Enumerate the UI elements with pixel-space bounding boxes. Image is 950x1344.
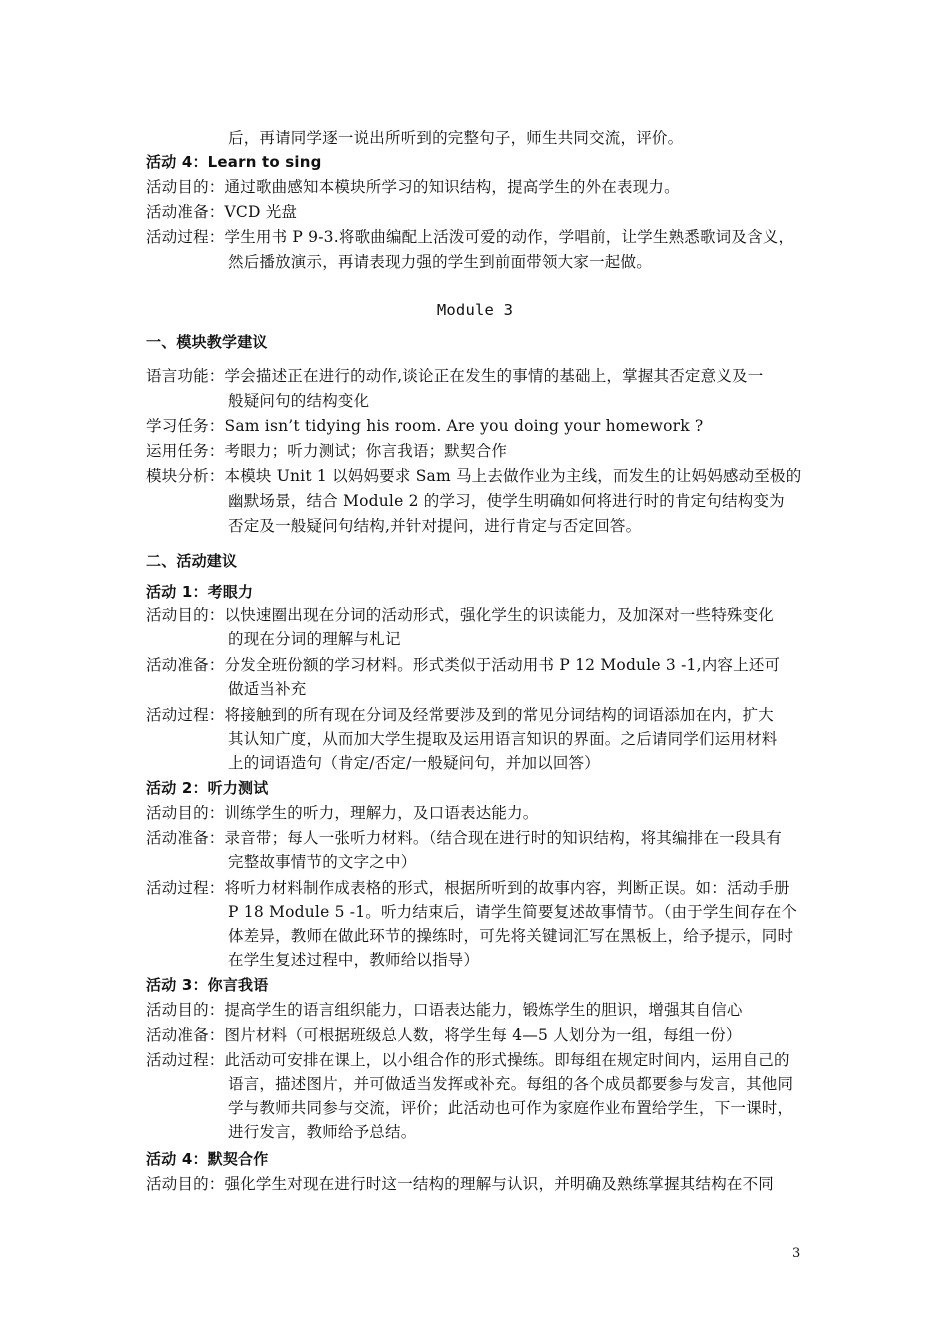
activity-prep-cont: 做适当补充 [228, 680, 307, 698]
activity-process-cont: P 18 Module 5 -1。听力结束后，请学生简要复述故事情节。（由于学生间存在个 [228, 903, 798, 921]
activity-title: 活动 4：默契合作 [146, 1150, 269, 1168]
activity-purpose: 活动目的：训练学生的听力，理解力，及口语表达能力。 [146, 804, 539, 822]
activity-process-cont: 语言，描述图片，并可做适当发挥或补充。每组的各个成员都要参与发言，其他同 [228, 1075, 794, 1093]
use-task: 运用任务：考眼力；听力测试；你言我语；默契合作 [146, 442, 508, 460]
activity-prep-cont: 完整故事情节的文字之中） [228, 853, 417, 871]
module-analysis-cont: 否定及一般疑问句结构,并针对提问，进行肯定与否定回答。 [228, 517, 642, 535]
activity-title: 活动 2：听力测试 [146, 779, 269, 797]
activity-process: 活动过程：此活动可安排在课上，以小组合作的形式操练。即每组在规定时间内，运用自己的 [146, 1051, 790, 1069]
activity-title: 活动 3：你言我语 [146, 976, 269, 994]
section-heading: 二、活动建议 [146, 552, 238, 570]
language-function-cont: 般疑问句的结构变化 [228, 392, 370, 410]
activity-process-cont: 学与教师共同参与交流，评价；此活动也可作为家庭作业布置给学生，下一课时， [228, 1099, 794, 1117]
activity-purpose-cont: 的现在分词的理解与札记 [228, 630, 401, 648]
activity-process: 活动过程：将接触到的所有现在分词及经常要涉及到的常见分词结构的词语添加在内，扩大 [146, 706, 775, 724]
learning-task: 学习任务：Sam isn’t tidying his room. Are you doing your homework ? [146, 417, 704, 435]
activity-purpose: 活动目的：强化学生对现在进行时这一结构的理解与认识，并明确及熟练掌握其结构在不同 [146, 1175, 775, 1193]
activity-purpose: 活动目的：通过歌曲感知本模块所学习的知识结构，提高学生的外在表现力。 [146, 178, 680, 196]
page-number: 3 [792, 1246, 801, 1261]
intro-line: 后，再请同学逐一说出所听到的完整句子，师生共同交流，评价。 [228, 129, 684, 147]
activity-prep: 活动准备：录音带；每人一张听力材料。（结合现在进行时的知识结构，将其编排在一段具有 [146, 829, 782, 847]
activity-purpose: 活动目的：以快速圈出现在分词的活动形式，强化学生的识读能力，及加深对一些特殊变化 [146, 606, 775, 624]
activity-process-cont: 上的词语造句（肯定/否定/一般疑问句，并加以回答） [228, 754, 600, 772]
activity-prep: 活动准备：分发全班份额的学习材料。形式类似于活动用书 P 12 Module 3 -1,内容上还可 [146, 656, 781, 674]
activity-process-cont: 在学生复述过程中，教师给以指导） [228, 951, 480, 969]
section-heading: 一、模块教学建议 [146, 333, 268, 351]
activity-title: 活动 4：Learn to sing [146, 153, 322, 171]
activity-process: 活动过程：学生用书 P 9-3.将歌曲编配上活泼可爱的动作，学唱前，让学生熟悉歌词及含义， [146, 228, 795, 246]
activity-process: 活动过程：将听力材料制作成表格的形式，根据所听到的故事内容，判断正误。如：活动手册 [146, 879, 790, 897]
activity-prep: 活动准备：VCD 光盘 [146, 203, 298, 221]
activity-process-cont: 进行发言，教师给予总结。 [228, 1123, 417, 1141]
activity-process-cont: 其认知广度，从而加大学生提取及运用语言知识的界面。之后请同学们运用材料 [228, 730, 778, 748]
activity-process-cont: 然后播放演示，再请表现力强的学生到前面带领大家一起做。 [228, 253, 652, 271]
module-analysis-cont: 幽默场景，结合 Module 2 的学习，使学生明确如何将进行时的肯定句结构变为 [228, 492, 785, 510]
activity-purpose: 活动目的：提高学生的语言组织能力，口语表达能力，锻炼学生的胆识，增强其自信心 [146, 1001, 743, 1019]
activity-prep: 活动准备：图片材料（可根据班级总人数，将学生每 4—5 人划分为一组，每组一份） [146, 1026, 742, 1044]
language-function: 语言功能：学会描述正在进行的动作,谈论正在发生的事情的基础上，掌握其否定意义及一 [146, 367, 764, 385]
activity-title: 活动 1：考眼力 [146, 583, 254, 601]
activity-process-cont: 体差异，教师在做此环节的操练时，可先将关键词汇写在黑板上，给予提示，同时 [228, 927, 794, 945]
module-title: Module 3 [436, 301, 514, 319]
module-analysis: 模块分析：本模块 Unit 1 以妈妈要求 Sam 马上去做作业为主线，而发生的让妈妈感动至极的 [146, 467, 802, 485]
